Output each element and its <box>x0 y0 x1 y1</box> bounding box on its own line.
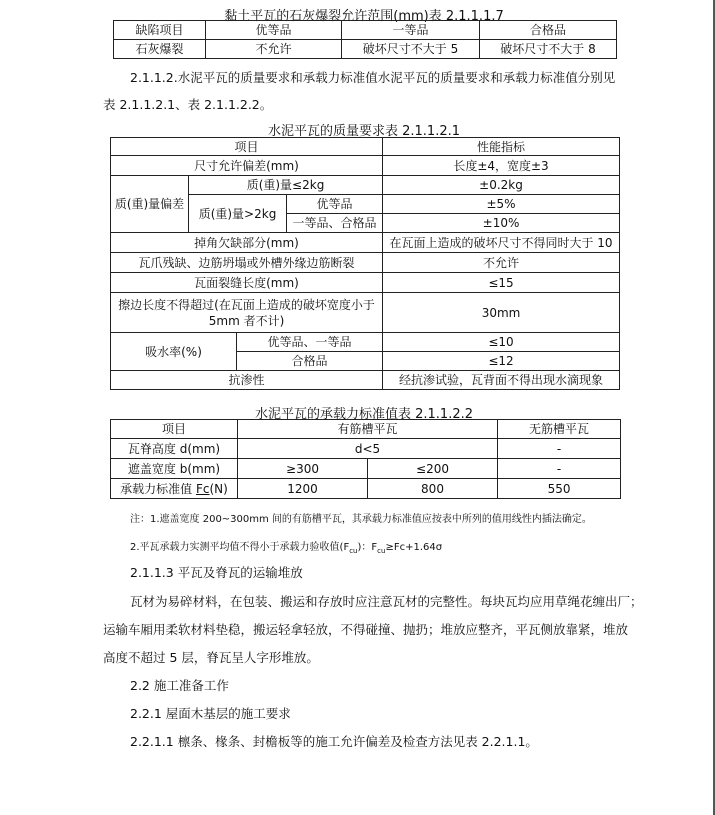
table-cell: d<5 <box>238 439 498 459</box>
table-cell: 在瓦面上造成的破坏尺寸不得同时大于 10 <box>383 233 620 253</box>
table-cell: ±0.2kg <box>383 176 620 195</box>
table-cell: ≤200 <box>368 459 498 479</box>
header-cell: 项目 <box>111 138 383 156</box>
header-cell: 性能指标 <box>383 138 620 156</box>
table-cell: 瓦脊高度 d(mm) <box>111 439 238 459</box>
paragraph-line: 表 2.1.1.2.1、表 2.1.1.2.2。 <box>103 97 273 112</box>
cell-line: 5mm 者不计) <box>208 313 285 328</box>
table-cell: 质(重)量偏差 <box>111 176 189 233</box>
table-cell: ±10% <box>383 214 620 233</box>
table-cell <box>111 479 238 499</box>
table-cell: 瓦爪残缺、边筋坍塌或外槽外缘边筋断裂 <box>111 253 383 273</box>
table-cell: 石灰爆裂 <box>114 40 206 59</box>
quality-requirements-table <box>110 137 620 390</box>
table-3-title: 水泥平瓦的承载力标准值表 2.1.1.2.2 <box>254 407 474 422</box>
table-cell: 瓦面裂缝长度(mm) <box>111 273 383 293</box>
table-cell: 抗渗性 <box>111 371 383 390</box>
table-cell: 质(重)量≤2kg <box>189 176 383 195</box>
table-cell: ≤15 <box>383 273 620 293</box>
table-cell: 吸水率(%) <box>111 333 237 371</box>
table-cell: - <box>498 459 621 479</box>
cell-line: 擦边长度不得超过(在瓦面上造成的破坏宽度小于 <box>118 297 375 312</box>
table-cell: 经抗渗试验，瓦背面不得出现水滴现象 <box>383 371 620 390</box>
table-cell: 质(重)量>2kg <box>189 195 287 233</box>
header-cell: 无筋槽平瓦 <box>498 420 621 439</box>
table-cell <box>111 293 383 333</box>
table-cell: 1200 <box>238 479 368 499</box>
section-heading: 2.2 施工准备工作 <box>130 678 229 693</box>
table-cell: 不允许 <box>383 253 620 273</box>
fc-symbol: Fc <box>195 481 210 496</box>
table-cell: ≤10 <box>383 333 620 352</box>
table-cell: ±5% <box>383 195 620 214</box>
table-cell: 遮盖宽度 b(mm) <box>111 459 238 479</box>
table-cell: 一等品、合格品 <box>287 214 383 233</box>
section-heading: 2.1.1.3 平瓦及脊瓦的运输堆放 <box>130 565 303 580</box>
section-heading: 2.2.1 屋面木基层的施工要求 <box>130 706 291 721</box>
table-cell: 800 <box>368 479 498 499</box>
note-2 <box>130 538 442 555</box>
note-1: 注：1.遮盖宽度 200~300mm 间的有筋槽平瓦，其承载力标准值应按表中所列的值用线性内插法确定。 <box>130 514 592 525</box>
header-cell: 有筋槽平瓦 <box>238 420 498 439</box>
table-2-title: 水泥平瓦的质量要求表 2.1.1.2.1 <box>267 124 461 139</box>
table-cell: 优等品、一等品 <box>237 333 383 352</box>
header-cell: 一等品 <box>342 21 480 40</box>
body-line: 高度不超过 5 层，脊瓦呈人字形堆放。 <box>103 650 319 665</box>
body-line: 瓦材为易碎材料，在包装、搬运和存放时应注意瓦材的完整性。每块瓦均应用草绳花缠出厂； <box>130 594 643 609</box>
lime-burst-table <box>113 20 617 59</box>
table-cell: 不允许 <box>206 40 342 59</box>
note-text: ≥Fc+1.64σ <box>385 542 443 553</box>
load-label: 承载力标准值 <box>120 481 196 496</box>
table-cell: 破坏尺寸不大于 8 <box>480 40 617 59</box>
subscript: cu <box>377 547 386 555</box>
header-cell: 项目 <box>111 420 238 439</box>
header-cell: 合格品 <box>480 21 617 40</box>
note-text: )：F <box>357 542 378 553</box>
body-line: 运输车厢用柔软材料垫稳，搬运轻拿轻放，不得碰撞、抛扔；堆放应整齐，平瓦侧放靠紧，堆放 <box>103 622 629 637</box>
table-cell: - <box>498 439 621 459</box>
table-cell: ≤12 <box>383 352 620 371</box>
table-cell: 30mm <box>383 293 620 333</box>
section-heading: 2.2.1.1 檩条、椽条、封檐板等的施工允许偏差及检查方法见表 2.2.1.1。 <box>130 734 538 749</box>
table-cell: 合格品 <box>237 352 383 371</box>
table-cell: 长度±4，宽度±3 <box>383 156 620 176</box>
table-cell: 尺寸允许偏差(mm) <box>111 156 383 176</box>
table-cell: 破坏尺寸不大于 5 <box>342 40 480 59</box>
header-cell: 缺陷项目 <box>114 21 206 40</box>
load-capacity-table <box>110 419 621 499</box>
load-unit: (N) <box>209 481 228 496</box>
table-cell: ≥300 <box>238 459 368 479</box>
table-cell: 掉角欠缺部分(mm) <box>111 233 383 253</box>
header-cell: 优等品 <box>206 21 342 40</box>
subscript: cu <box>349 547 358 555</box>
table-1-title: 黏土平瓦的石灰爆裂允许范围(mm)表 2.1.1.1.7 <box>224 9 504 24</box>
paragraph-line: 2.1.1.2.水泥平瓦的质量要求和承载力标准值水泥平瓦的质量要求和承载力标准值分别见 <box>130 70 616 85</box>
table-cell: 优等品 <box>287 195 383 214</box>
note-text: 2.平瓦承载力实测平均值不得小于承载力验收值(F <box>130 542 350 553</box>
table-cell: 550 <box>498 479 621 499</box>
